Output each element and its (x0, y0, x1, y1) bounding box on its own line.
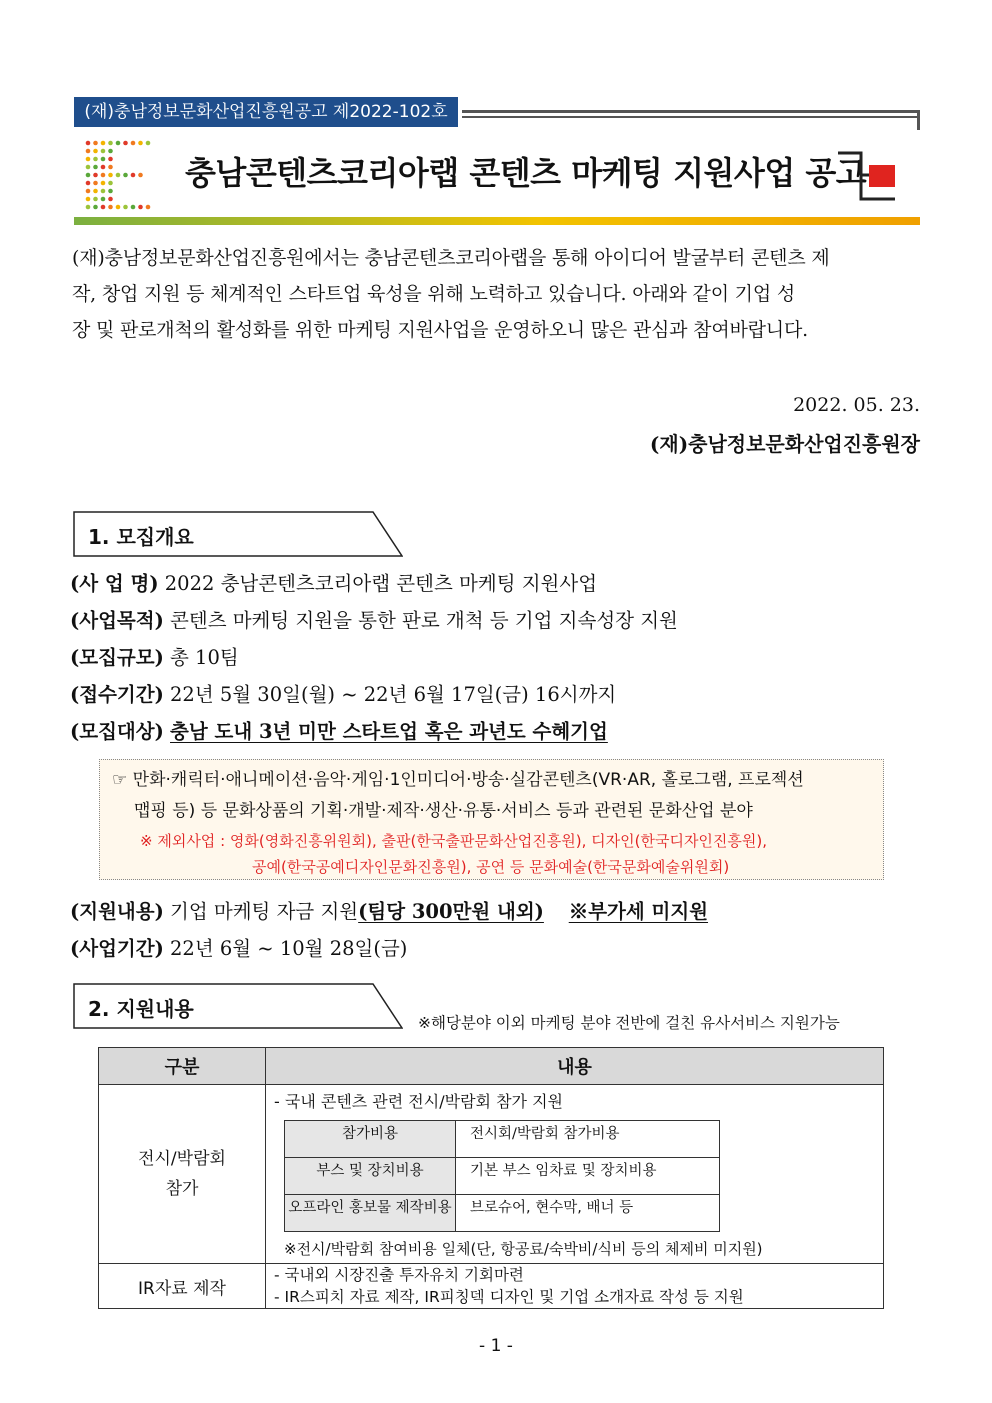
row-value: 콘텐츠 마케팅 지원을 통한 판로 개척 등 기업 지속성장 지원 (170, 609, 678, 632)
logo-dot (108, 157, 113, 162)
logo-dot (108, 181, 113, 186)
cost-note: ※전시/박람회 참여비용 일체(단, 항공료/숙박비/식비 등의 체제비 미지원) (284, 1240, 763, 1258)
row-label: (지원내용) (70, 900, 164, 923)
notice-number-badge: (재)충남정보문화산업진흥원공고 제2022-102호 (74, 97, 458, 127)
logo-dot (108, 205, 113, 210)
logo-dot (86, 173, 91, 178)
logo-dot (101, 165, 106, 170)
content-line: - IR스피치 자료 제작, IR피칭덱 디자인 및 기업 소개자료 작성 등 지원 (274, 1288, 744, 1306)
eligible-fields-box (99, 759, 884, 880)
cost-subtable (284, 1120, 720, 1232)
content-cell (266, 1085, 884, 1264)
row-label: (접수기간) (70, 683, 164, 706)
logo-dot (101, 141, 106, 146)
overview-row-business-name (70, 568, 597, 596)
logo-dot (123, 205, 128, 210)
table-row (99, 1264, 884, 1309)
overview-row-business-period (70, 933, 407, 961)
content-cell (266, 1264, 884, 1309)
category-cell: IR자료 제작 (99, 1264, 266, 1309)
logo-dot (86, 189, 91, 194)
logo-dot (108, 141, 113, 146)
cost-desc: 전시회/박람회 참가비용 (456, 1121, 720, 1158)
category-label: 전시/박람회 (138, 1149, 226, 1169)
section-1-heading: 1. 모집개요 (88, 525, 194, 549)
logo-dot (93, 165, 98, 170)
dot-logo-icon (85, 140, 155, 210)
logo-dot (86, 149, 91, 154)
section-2-note: ※해당분야 이외 마케팅 분야 전반에 걸친 유사서비스 지원가능 (418, 1014, 840, 1032)
logo-dot (108, 165, 113, 170)
fields-line: 맵핑 등) 등 문화상품의 기획·개발·제작·생산·유통·서비스 등과 관련된 문화산업 분야 (134, 801, 753, 821)
cost-desc: 기본 부스 임차료 및 장치비용 (456, 1158, 720, 1195)
logo-dot (93, 157, 98, 162)
logo-dot (101, 189, 106, 194)
cost-item: 참가비용 (285, 1121, 456, 1158)
row-label: (사업기간) (70, 937, 164, 960)
logo-dot (108, 197, 113, 202)
header-rule-end (917, 110, 920, 130)
logo-dot (131, 173, 136, 178)
logo-dot (108, 173, 113, 178)
table-header-category: 구분 (99, 1048, 266, 1085)
logo-dot (108, 189, 113, 194)
logo-dot (116, 141, 121, 146)
logo-dot (101, 181, 106, 186)
logo-dot (93, 181, 98, 186)
header-rule-thin (462, 116, 920, 118)
category-label: 참가 (165, 1179, 199, 1199)
intro-paragraph (72, 240, 920, 348)
cost-item: 오프라인 홍보물 제작비용 (285, 1195, 456, 1232)
logo-dot (116, 205, 121, 210)
row-value: 22년 5월 30일(월) ~ 22년 6월 17일(금) 16시까지 (170, 683, 617, 706)
cost-desc: 브로슈어, 현수막, 배너 등 (456, 1195, 720, 1232)
row-label: (사 업 명) (70, 572, 159, 595)
announcement-date: 2022. 05. 23. (793, 394, 920, 416)
logo-dot (123, 141, 128, 146)
support-table (98, 1047, 884, 1309)
table-row (99, 1085, 884, 1264)
overview-row-purpose (70, 605, 678, 633)
logo-dot (116, 173, 121, 178)
row-value: 22년 6월 ~ 10월 28일(금) (170, 937, 408, 960)
header-rule (462, 110, 920, 113)
logo-dot (101, 149, 106, 154)
excluded-fields-line: ※ 제외사업 : 영화(영화진흥위원회), 출판(한국출판문화산업진흥원), 디자인(한국디자인진흥원), (140, 832, 768, 850)
logo-dot (93, 149, 98, 154)
support-amount: (팀당 300만원 내외) (358, 900, 544, 923)
section-2-heading: 2. 지원내용 (88, 997, 194, 1021)
logo-dot (86, 165, 91, 170)
vat-note: ※부가세 미지원 (568, 900, 709, 923)
logo-dot (101, 197, 106, 202)
issuing-organization: (재)충남정보문화산업진흥원장 (649, 432, 920, 456)
row-value: 기업 마케팅 자금 지원 (170, 900, 359, 923)
category-cell (99, 1085, 266, 1264)
logo-dot (101, 157, 106, 162)
row-label: (모집규모) (70, 646, 164, 669)
korea-lab-logo-icon (833, 143, 899, 209)
header-gradient-bar (74, 217, 920, 225)
logo-dot (146, 141, 151, 146)
logo-dot (86, 181, 91, 186)
excluded-fields-line: 공예(한국공예디자인문화진흥원), 공연 등 문화예술(한국문화예술위원회) (252, 858, 730, 876)
overview-row-scale (70, 642, 239, 670)
logo-dot (138, 141, 143, 146)
row-label: (모집대상) (70, 720, 164, 743)
logo-dot (101, 173, 106, 178)
page-number: - 1 - (479, 1336, 513, 1356)
logo-dot (93, 173, 98, 178)
logo-dot (131, 141, 136, 146)
document-title: 충남콘텐츠코리아랩 콘텐츠 마케팅 지원사업 공고 (185, 154, 867, 192)
logo-dot (93, 141, 98, 146)
overview-row-support (70, 896, 708, 924)
overview-row-target (70, 716, 608, 744)
logo-dot (86, 197, 91, 202)
content-line: - 국내외 시장진출 투자유치 기회마련 (274, 1266, 524, 1284)
logo-dot (93, 205, 98, 210)
logo-dot (138, 205, 143, 210)
logo-dot (146, 205, 151, 210)
row-value: 2022 충남콘텐츠코리아랩 콘텐츠 마케팅 지원사업 (164, 572, 598, 595)
intro-line: 작, 창업 지원 등 체계적인 스타트업 육성을 위해 노력하고 있습니다. 아래와 같이 기업 성 (72, 283, 795, 305)
cost-item: 부스 및 장치비용 (285, 1158, 456, 1195)
logo-dot (123, 173, 128, 178)
logo-dot (93, 197, 98, 202)
intro-line: 장 및 판로개척의 활성화를 위한 마케팅 지원사업을 운영하오니 많은 관심과 참여바랍니다. (72, 319, 808, 341)
logo-dot (86, 205, 91, 210)
logo-dot (138, 173, 143, 178)
logo-dot (108, 149, 113, 154)
row-value: 충남 도내 3년 미만 스타트업 혹은 과년도 수혜기업 (170, 720, 608, 743)
fields-line: ☞ 만화·캐릭터·애니메이션·음악·게임·1인미디어·방송·실감콘텐츠(VR·AR, 홀로그램, 프로젝션 (112, 770, 804, 790)
intro-line: (재)충남정보문화산업진흥원에서는 충남콘텐츠코리아랩을 통해 아이디어 발굴부터 콘텐츠 제 (72, 247, 830, 269)
logo-dot (86, 157, 91, 162)
logo-dot (131, 205, 136, 210)
content-line: - 국내 콘텐츠 관련 전시/박람회 참가 지원 (274, 1092, 563, 1111)
row-value: 총 10팀 (170, 646, 239, 669)
table-header-content: 내용 (266, 1048, 884, 1085)
logo-dot (101, 205, 106, 210)
row-label: (사업목적) (70, 609, 164, 632)
overview-row-period (70, 679, 616, 707)
logo-dot (93, 189, 98, 194)
logo-dot (86, 141, 91, 146)
